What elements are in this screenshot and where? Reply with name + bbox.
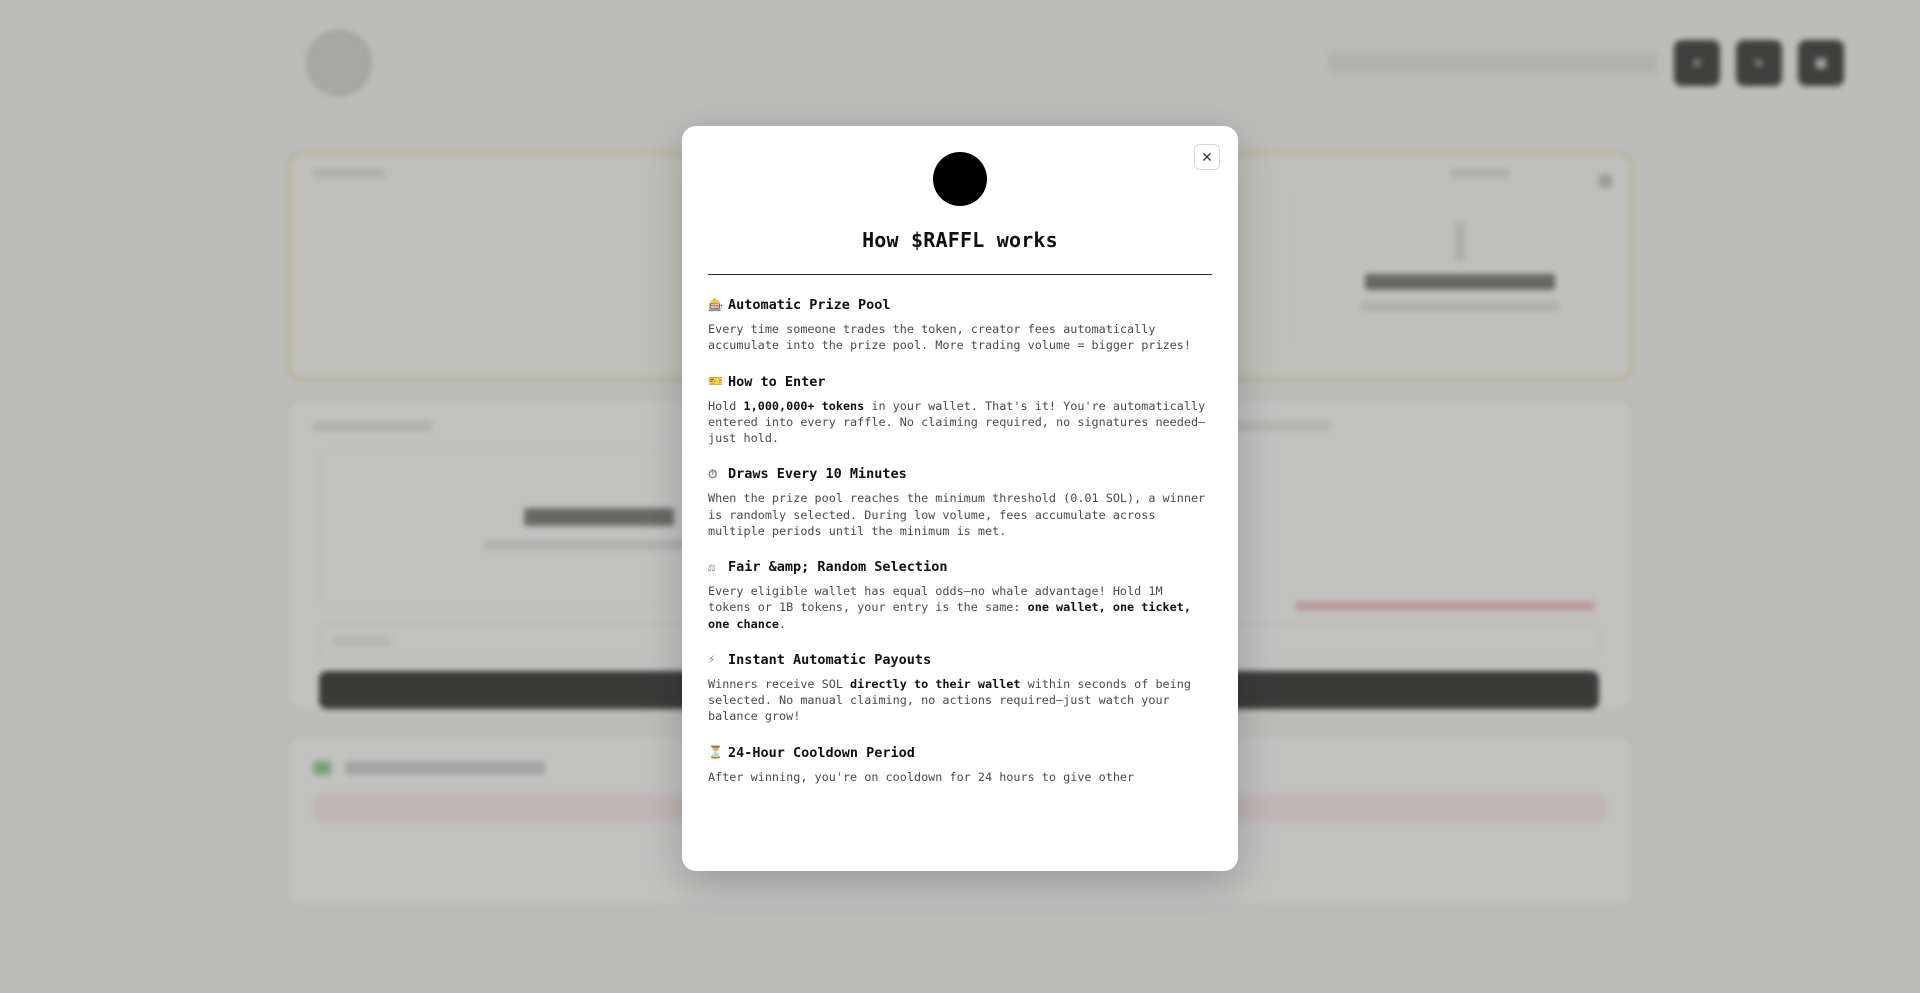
info-section <box>708 559 1212 632</box>
modal-scroll-area[interactable] <box>682 126 1238 871</box>
how-it-works-modal <box>682 126 1238 871</box>
twitter-x-button[interactable]: ✕ <box>1674 40 1720 86</box>
section-icon: ⚡ <box>708 652 716 667</box>
info-section-body: Every time someone trades the token, creator fees automatically accumulate into the prize pool. More trading volume = bigger prizes! <box>708 322 1191 353</box>
info-section-title: 24-Hour Cooldown Period <box>728 744 915 761</box>
info-section <box>708 466 1212 539</box>
section-icon: 🎰 <box>708 297 723 312</box>
page-title: How $RAFFL works <box>862 228 1058 252</box>
title-divider <box>708 274 1212 275</box>
info-section-heading <box>708 466 1212 482</box>
info-section <box>708 652 1212 725</box>
info-section-title: Automatic Prize Pool <box>728 297 891 313</box>
info-section <box>708 297 1212 354</box>
info-section <box>708 374 1212 447</box>
info-section-body: Hold 1,000,000+ tokens in your wallet. That's it! You're automatically entered into every raffle. No claiming required, no signatures needed—just hold. <box>708 398 1206 446</box>
info-section-body: When the prize pool reaches the minimum threshold (0.01 SOL), a winner is randomly selected. During low volume, fees accumulate across multiple periods until the minimum is met. <box>708 491 1206 538</box>
info-section-heading <box>708 297 1212 313</box>
chart-button[interactable]: ▦ <box>1798 40 1844 86</box>
info-section-heading <box>708 559 1212 575</box>
info-section <box>708 745 1212 785</box>
info-section-body: Every eligible wallet has equal odds—no whale advantage! Hold 1M tokens or 1B tokens, your entry is the same: one wallet, one ticket, one chance. <box>708 584 1191 631</box>
section-icon: 🎫 <box>708 374 723 389</box>
telegram-button[interactable]: ✈ <box>1736 40 1782 86</box>
info-section-title: Fair &amp; Random Selection <box>728 559 948 576</box>
section-icon: ⚖ <box>708 559 716 574</box>
close-icon[interactable]: ✕ <box>1194 144 1220 170</box>
info-section-heading <box>708 745 1212 761</box>
sections-list <box>708 297 1212 785</box>
section-icon: ⏱ <box>708 466 718 481</box>
info-section-body: Winners receive SOL directly to their wallet within seconds of being selected. No manual claiming, no actions required—just watch your balance grow! <box>708 676 1191 724</box>
section-icon: ⏳ <box>708 745 723 760</box>
info-section-heading <box>708 374 1212 390</box>
info-section-title: Draws Every 10 Minutes <box>728 466 907 483</box>
info-section-body: After winning, you're on cooldown for 24 hours to give other <box>708 769 1135 784</box>
info-section-heading <box>708 652 1212 668</box>
raffl-logo <box>933 152 987 206</box>
info-section-title: How to Enter <box>728 373 826 390</box>
info-section-title: Instant Automatic Payouts <box>728 651 932 668</box>
